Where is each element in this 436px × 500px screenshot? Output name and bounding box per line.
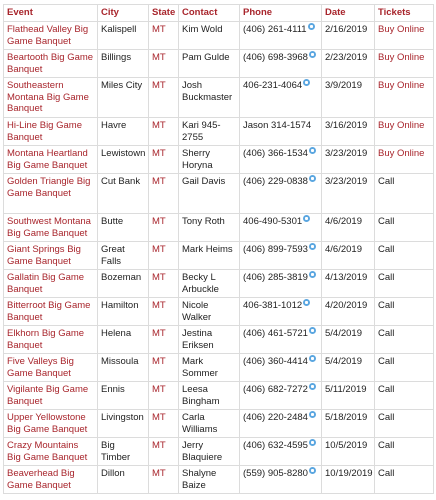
phone-cell-text[interactable]: (406) 461-5721 (243, 328, 308, 339)
date-cell-text: 3/23/2019 (325, 176, 368, 187)
table-row (4, 298, 434, 326)
date-cell-text: 3/23/2019 (325, 148, 368, 159)
city-cell (98, 270, 149, 298)
contact-cell (179, 78, 240, 118)
contact-cell (179, 466, 240, 494)
table-row (4, 214, 434, 242)
event-link[interactable] (4, 50, 98, 78)
state-cell (149, 118, 179, 146)
contact-cell-text: Josh Buckmaster (182, 80, 233, 103)
event-link[interactable] (4, 174, 98, 214)
date-cell-text: 5/4/2019 (325, 356, 362, 367)
tickets-call (375, 242, 434, 270)
phone-cell-text[interactable]: 406-381-1012 (243, 300, 303, 311)
phone-cell[interactable] (240, 354, 322, 382)
event-link[interactable] (4, 22, 98, 50)
city-cell-text: Livingston (101, 412, 144, 423)
phone-call-icon[interactable] (309, 327, 316, 334)
phone-call-icon[interactable] (303, 79, 310, 86)
tickets-call-text: Call (378, 216, 395, 227)
state-cell (149, 438, 179, 466)
city-cell-text: Dillon (101, 468, 125, 479)
phone-cell[interactable] (240, 382, 322, 410)
phone-cell-text[interactable]: (406) 632-4595 (243, 440, 308, 451)
state-cell-text: MT (152, 148, 166, 159)
tickets-call-text: Call (378, 384, 395, 395)
phone-cell[interactable] (240, 174, 322, 214)
state-cell (149, 410, 179, 438)
table-row (4, 438, 434, 466)
phone-cell-text[interactable]: 406-231-4064 (243, 80, 303, 91)
state-cell-text: MT (152, 120, 166, 131)
buy-online-link[interactable] (375, 78, 434, 118)
date-cell (322, 438, 375, 466)
city-cell (98, 50, 149, 78)
event-link-text[interactable]: Beartooth Big Game Banquet (7, 52, 94, 75)
tickets-call (375, 214, 434, 242)
header-city: City (98, 5, 149, 22)
state-cell-text: MT (152, 80, 166, 91)
city-cell-text: Miles City (101, 80, 143, 91)
buy-online-link[interactable] (375, 50, 434, 78)
city-cell-text: Missoula (101, 356, 139, 367)
phone-call-icon[interactable] (309, 175, 316, 182)
phone-call-icon[interactable] (309, 467, 316, 474)
event-link-text[interactable]: Montana Heartland Big Game Banquet (7, 148, 88, 171)
header-event: Event (4, 5, 98, 22)
event-link-text[interactable]: Upper Yellowstone Big Game Banquet (7, 412, 88, 435)
state-cell (149, 174, 179, 214)
city-cell (98, 214, 149, 242)
event-link[interactable] (4, 410, 98, 438)
city-cell (98, 382, 149, 410)
phone-cell[interactable] (240, 326, 322, 354)
phone-cell[interactable] (240, 22, 322, 50)
date-cell-text: 4/20/2019 (325, 300, 368, 311)
contact-cell (179, 22, 240, 50)
event-link[interactable] (4, 326, 98, 354)
city-cell (98, 174, 149, 214)
phone-call-icon[interactable] (309, 355, 316, 362)
date-cell (322, 410, 375, 438)
tickets-call (375, 298, 434, 326)
event-link-text[interactable]: Bitterroot Big Game Banquet (7, 300, 91, 323)
date-cell (322, 270, 375, 298)
city-cell (98, 22, 149, 50)
city-cell (98, 326, 149, 354)
contact-cell-text: Mark Heims (182, 244, 233, 255)
city-cell (98, 410, 149, 438)
date-cell (322, 382, 375, 410)
date-cell (322, 298, 375, 326)
state-cell (149, 382, 179, 410)
table-row (4, 78, 434, 118)
phone-cell[interactable] (240, 242, 322, 270)
table-body (4, 22, 434, 494)
phone-cell[interactable] (240, 466, 322, 494)
city-cell-text: Helena (101, 328, 132, 339)
date-cell-text: 3/9/2019 (325, 80, 362, 91)
header-contact: Contact (179, 5, 240, 22)
phone-call-icon[interactable] (303, 299, 310, 306)
date-cell (322, 50, 375, 78)
phone-cell-text[interactable]: (406) 682-7272 (243, 384, 308, 395)
tickets-call-text: Call (378, 328, 395, 339)
tickets-call-text: Call (378, 244, 395, 255)
state-cell (149, 466, 179, 494)
events-table (3, 4, 434, 494)
state-cell-text: MT (152, 52, 166, 63)
date-cell-text: 4/6/2019 (325, 244, 362, 255)
contact-cell (179, 326, 240, 354)
table-row (4, 382, 434, 410)
date-cell (322, 22, 375, 50)
state-cell (149, 78, 179, 118)
table-row (4, 466, 434, 494)
table-row (4, 22, 434, 50)
tickets-call (375, 270, 434, 298)
contact-cell-text: Sherry Horyna (182, 148, 213, 171)
date-cell-text: 2/23/2019 (325, 52, 368, 63)
header-phone: Phone (240, 5, 322, 22)
state-cell-text: MT (152, 440, 166, 451)
contact-cell-text: Jestina Eriksen (182, 328, 214, 351)
city-cell (98, 466, 149, 494)
table-row (4, 242, 434, 270)
event-link[interactable] (4, 214, 98, 242)
header-date: Date (322, 5, 375, 22)
state-cell-text: MT (152, 328, 166, 339)
phone-call-icon[interactable] (309, 383, 316, 390)
event-link-text[interactable]: Gallatin Big Game Banquet (7, 272, 85, 295)
contact-cell-text: Pam Gulde (182, 52, 230, 63)
contact-cell (179, 174, 240, 214)
date-cell (322, 466, 375, 494)
city-cell-text: Kalispell (101, 24, 137, 35)
contact-cell (179, 270, 240, 298)
state-cell-text: MT (152, 412, 166, 423)
phone-cell-text[interactable]: 406-490-5301 (243, 216, 303, 227)
city-cell-text: Cut Bank (101, 176, 141, 187)
city-cell (98, 242, 149, 270)
tickets-call-text: Call (378, 272, 395, 283)
city-cell-text: Ennis (101, 384, 125, 395)
phone-cell[interactable] (240, 298, 322, 326)
phone-cell[interactable] (240, 410, 322, 438)
city-cell (98, 78, 149, 118)
contact-cell-text: Gail Davis (182, 176, 226, 187)
state-cell-text: MT (152, 384, 166, 395)
phone-cell[interactable] (240, 214, 322, 242)
event-link-text[interactable]: Elkhorn Big Game Banquet (7, 328, 85, 351)
event-link-text[interactable]: Beaverhead Big Game Banquet (7, 468, 75, 491)
phone-cell-text[interactable]: (406) 285-3819 (243, 272, 308, 283)
city-cell-text: Havre (101, 120, 127, 131)
city-cell-text: Big Timber (101, 440, 131, 463)
date-cell (322, 354, 375, 382)
city-cell-text: Bozeman (101, 272, 142, 283)
phone-call-icon[interactable] (309, 243, 316, 250)
city-cell (98, 438, 149, 466)
date-cell (322, 214, 375, 242)
event-link-text[interactable]: Five Valleys Big Game Banquet (7, 356, 74, 379)
tickets-call (375, 326, 434, 354)
tickets-call (375, 466, 434, 494)
event-link-text[interactable]: Golden Triangle Big Game Banquet (7, 176, 91, 199)
date-cell-text: 10/19/2019 (325, 468, 373, 479)
contact-cell-text: Kim Wold (182, 24, 223, 35)
contact-cell-text: Leesa Bingham (182, 384, 220, 407)
table-row (4, 270, 434, 298)
state-cell (149, 214, 179, 242)
event-link[interactable] (4, 438, 98, 466)
event-link-text[interactable]: Crazy Mountains Big Game Banquet (7, 440, 88, 463)
table-row (4, 354, 434, 382)
phone-call-icon[interactable] (309, 411, 316, 418)
phone-cell[interactable] (240, 438, 322, 466)
event-link-text[interactable]: Flathead Valley Big Game Banquet (7, 24, 89, 47)
phone-cell[interactable] (240, 118, 322, 146)
buy-online-link-text[interactable]: Buy Online (378, 148, 425, 159)
date-cell-text: 2/16/2019 (325, 24, 368, 35)
table-row (4, 326, 434, 354)
date-cell (322, 118, 375, 146)
phone-call-icon[interactable] (309, 271, 316, 278)
table-row (4, 50, 434, 78)
buy-online-link-text[interactable]: Buy Online (378, 120, 425, 131)
date-cell (322, 146, 375, 174)
header-state: State (149, 5, 179, 22)
tickets-call (375, 354, 434, 382)
phone-cell-text[interactable]: (406) 899-7593 (243, 244, 308, 255)
date-cell-text: 5/11/2019 (325, 384, 367, 395)
state-cell (149, 22, 179, 50)
state-cell (149, 270, 179, 298)
city-cell (98, 118, 149, 146)
contact-cell (179, 242, 240, 270)
phone-cell[interactable] (240, 78, 322, 118)
tickets-call (375, 382, 434, 410)
event-link-text[interactable]: Southwest Montana Big Game Banquet (7, 216, 91, 239)
state-cell (149, 242, 179, 270)
date-cell-text: 4/6/2019 (325, 216, 362, 227)
buy-online-link[interactable] (375, 22, 434, 50)
contact-cell-text: Mark Sommer (182, 356, 218, 379)
date-cell-text: 4/13/2019 (325, 272, 368, 283)
phone-cell-text[interactable]: Jason 314-1574 (243, 120, 312, 131)
city-cell-text: Billings (101, 52, 132, 63)
event-link[interactable] (4, 270, 98, 298)
city-cell (98, 298, 149, 326)
contact-cell (179, 298, 240, 326)
city-cell (98, 354, 149, 382)
date-cell (322, 242, 375, 270)
date-cell-text: 10/5/2019 (325, 440, 368, 451)
tickets-call-text: Call (378, 440, 395, 451)
buy-online-link[interactable] (375, 146, 434, 174)
state-cell-text: MT (152, 300, 166, 311)
contact-cell (179, 354, 240, 382)
tickets-call-text: Call (378, 356, 395, 367)
phone-call-icon[interactable] (309, 147, 316, 154)
contact-cell (179, 438, 240, 466)
tickets-call-text: Call (378, 468, 395, 479)
tickets-call-text: Call (378, 176, 395, 187)
header-tickets: Tickets (375, 5, 434, 22)
state-cell (149, 298, 179, 326)
buy-online-link[interactable] (375, 118, 434, 146)
phone-cell-text[interactable]: (559) 905-8280 (243, 468, 308, 479)
city-cell-text: Butte (101, 216, 124, 227)
contact-cell (179, 410, 240, 438)
buy-online-link-text[interactable]: Buy Online (378, 24, 425, 35)
contact-cell-text: Jerry Blaquiere (182, 440, 223, 463)
table-row (4, 118, 434, 146)
date-cell (322, 326, 375, 354)
state-cell-text: MT (152, 216, 166, 227)
state-cell (149, 326, 179, 354)
city-cell-text: Great Falls (101, 244, 125, 267)
buy-online-link-text[interactable]: Buy Online (378, 52, 425, 63)
phone-cell[interactable] (240, 50, 322, 78)
phone-cell[interactable] (240, 270, 322, 298)
event-link[interactable] (4, 298, 98, 326)
contact-cell-text: Tony Roth (182, 216, 225, 227)
state-cell-text: MT (152, 176, 166, 187)
phone-cell-text[interactable]: (406) 360-4414 (243, 356, 308, 367)
state-cell (149, 146, 179, 174)
date-cell (322, 174, 375, 214)
phone-call-icon[interactable] (303, 215, 310, 222)
tickets-call-text: Call (378, 412, 395, 423)
event-link-text[interactable]: Vigilante Big Game Banquet (7, 384, 89, 407)
contact-cell-text: Carla Williams (182, 412, 218, 435)
table-row (4, 410, 434, 438)
event-link-text[interactable]: Southeastern Montana Big Game Banquet (7, 80, 89, 114)
contact-cell-text: Becky L Arbuckle (182, 272, 219, 295)
phone-cell-text[interactable]: (406) 229-0838 (243, 176, 308, 187)
phone-cell-text[interactable]: (406) 366-1534 (243, 148, 308, 159)
state-cell-text: MT (152, 356, 166, 367)
contact-cell-text: Shalyne Baize (182, 468, 217, 491)
event-link[interactable] (4, 382, 98, 410)
phone-call-icon[interactable] (309, 51, 316, 58)
event-link-text[interactable]: Hi-Line Big Game Banquet (7, 120, 82, 143)
event-link[interactable] (4, 242, 98, 270)
state-cell-text: MT (152, 272, 166, 283)
city-cell-text: Lewistown (101, 148, 146, 159)
contact-cell (179, 382, 240, 410)
tickets-call-text: Call (378, 300, 395, 311)
state-cell (149, 354, 179, 382)
contact-cell (179, 118, 240, 146)
tickets-call (375, 438, 434, 466)
contact-cell (179, 146, 240, 174)
event-link[interactable] (4, 118, 98, 146)
phone-cell-text[interactable]: (406) 220-2484 (243, 412, 308, 423)
tickets-call (375, 410, 434, 438)
state-cell (149, 50, 179, 78)
phone-call-icon[interactable] (309, 439, 316, 446)
contact-cell-text: Kari 945-2755 (182, 120, 221, 143)
date-cell (322, 78, 375, 118)
event-link[interactable] (4, 78, 98, 118)
tickets-call (375, 174, 434, 214)
date-cell-text: 5/4/2019 (325, 328, 362, 339)
state-cell-text: MT (152, 24, 166, 35)
city-cell-text: Hamilton (101, 300, 139, 311)
buy-online-link-text[interactable]: Buy Online (378, 80, 425, 91)
phone-cell-text[interactable]: (406) 698-3968 (243, 52, 308, 63)
phone-cell[interactable] (240, 146, 322, 174)
contact-cell (179, 214, 240, 242)
table-row (4, 174, 434, 214)
state-cell-text: MT (152, 244, 166, 255)
table-header-row (4, 5, 434, 22)
date-cell-text: 3/16/2019 (325, 120, 368, 131)
event-link[interactable] (4, 466, 98, 494)
event-link[interactable] (4, 354, 98, 382)
city-cell (98, 146, 149, 174)
contact-cell (179, 50, 240, 78)
date-cell-text: 5/18/2019 (325, 412, 368, 423)
table-row (4, 146, 434, 174)
contact-cell-text: Nicole Walker (182, 300, 212, 323)
event-link-text[interactable]: Giant Springs Big Game Banquet (7, 244, 81, 267)
phone-cell-text[interactable]: (406) 261-4111 (243, 24, 307, 35)
phone-call-icon[interactable] (308, 23, 315, 30)
state-cell-text: MT (152, 468, 166, 479)
event-link[interactable] (4, 146, 98, 174)
